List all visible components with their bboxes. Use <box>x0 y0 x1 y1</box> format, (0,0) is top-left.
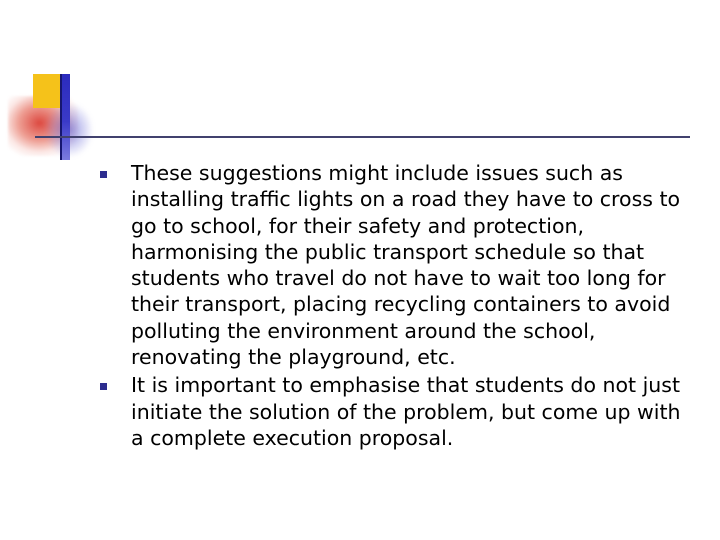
list-item <box>86 372 696 451</box>
bullet-text: It is important to emphasise that students do not just initiate the solution of the problem, but come up with a complete execution proposal. <box>131 373 681 450</box>
red-blur-shape <box>8 96 78 156</box>
blue-bar-shape <box>62 74 70 160</box>
slide-decoration <box>0 0 300 170</box>
blue-bar-dark-shape <box>60 74 63 160</box>
bullet-list <box>86 160 696 451</box>
yellow-square-shape <box>33 74 65 108</box>
bullet-text: These suggestions might include issues such as installing traffic lights on a road they have to cross to go to school, for their safety and protection, harmonising the public transport schedule so that students who travel do not have to wait too long for their transport, placing recycling containers to avoid polluting the environment around the school, renovating the playground, etc. <box>131 161 681 370</box>
square-bullet-icon <box>100 383 107 390</box>
header-divider <box>35 136 690 138</box>
slide-body <box>86 160 696 453</box>
square-bullet-icon <box>100 171 107 178</box>
list-item <box>86 160 696 370</box>
blue-glow-shape <box>46 104 92 156</box>
